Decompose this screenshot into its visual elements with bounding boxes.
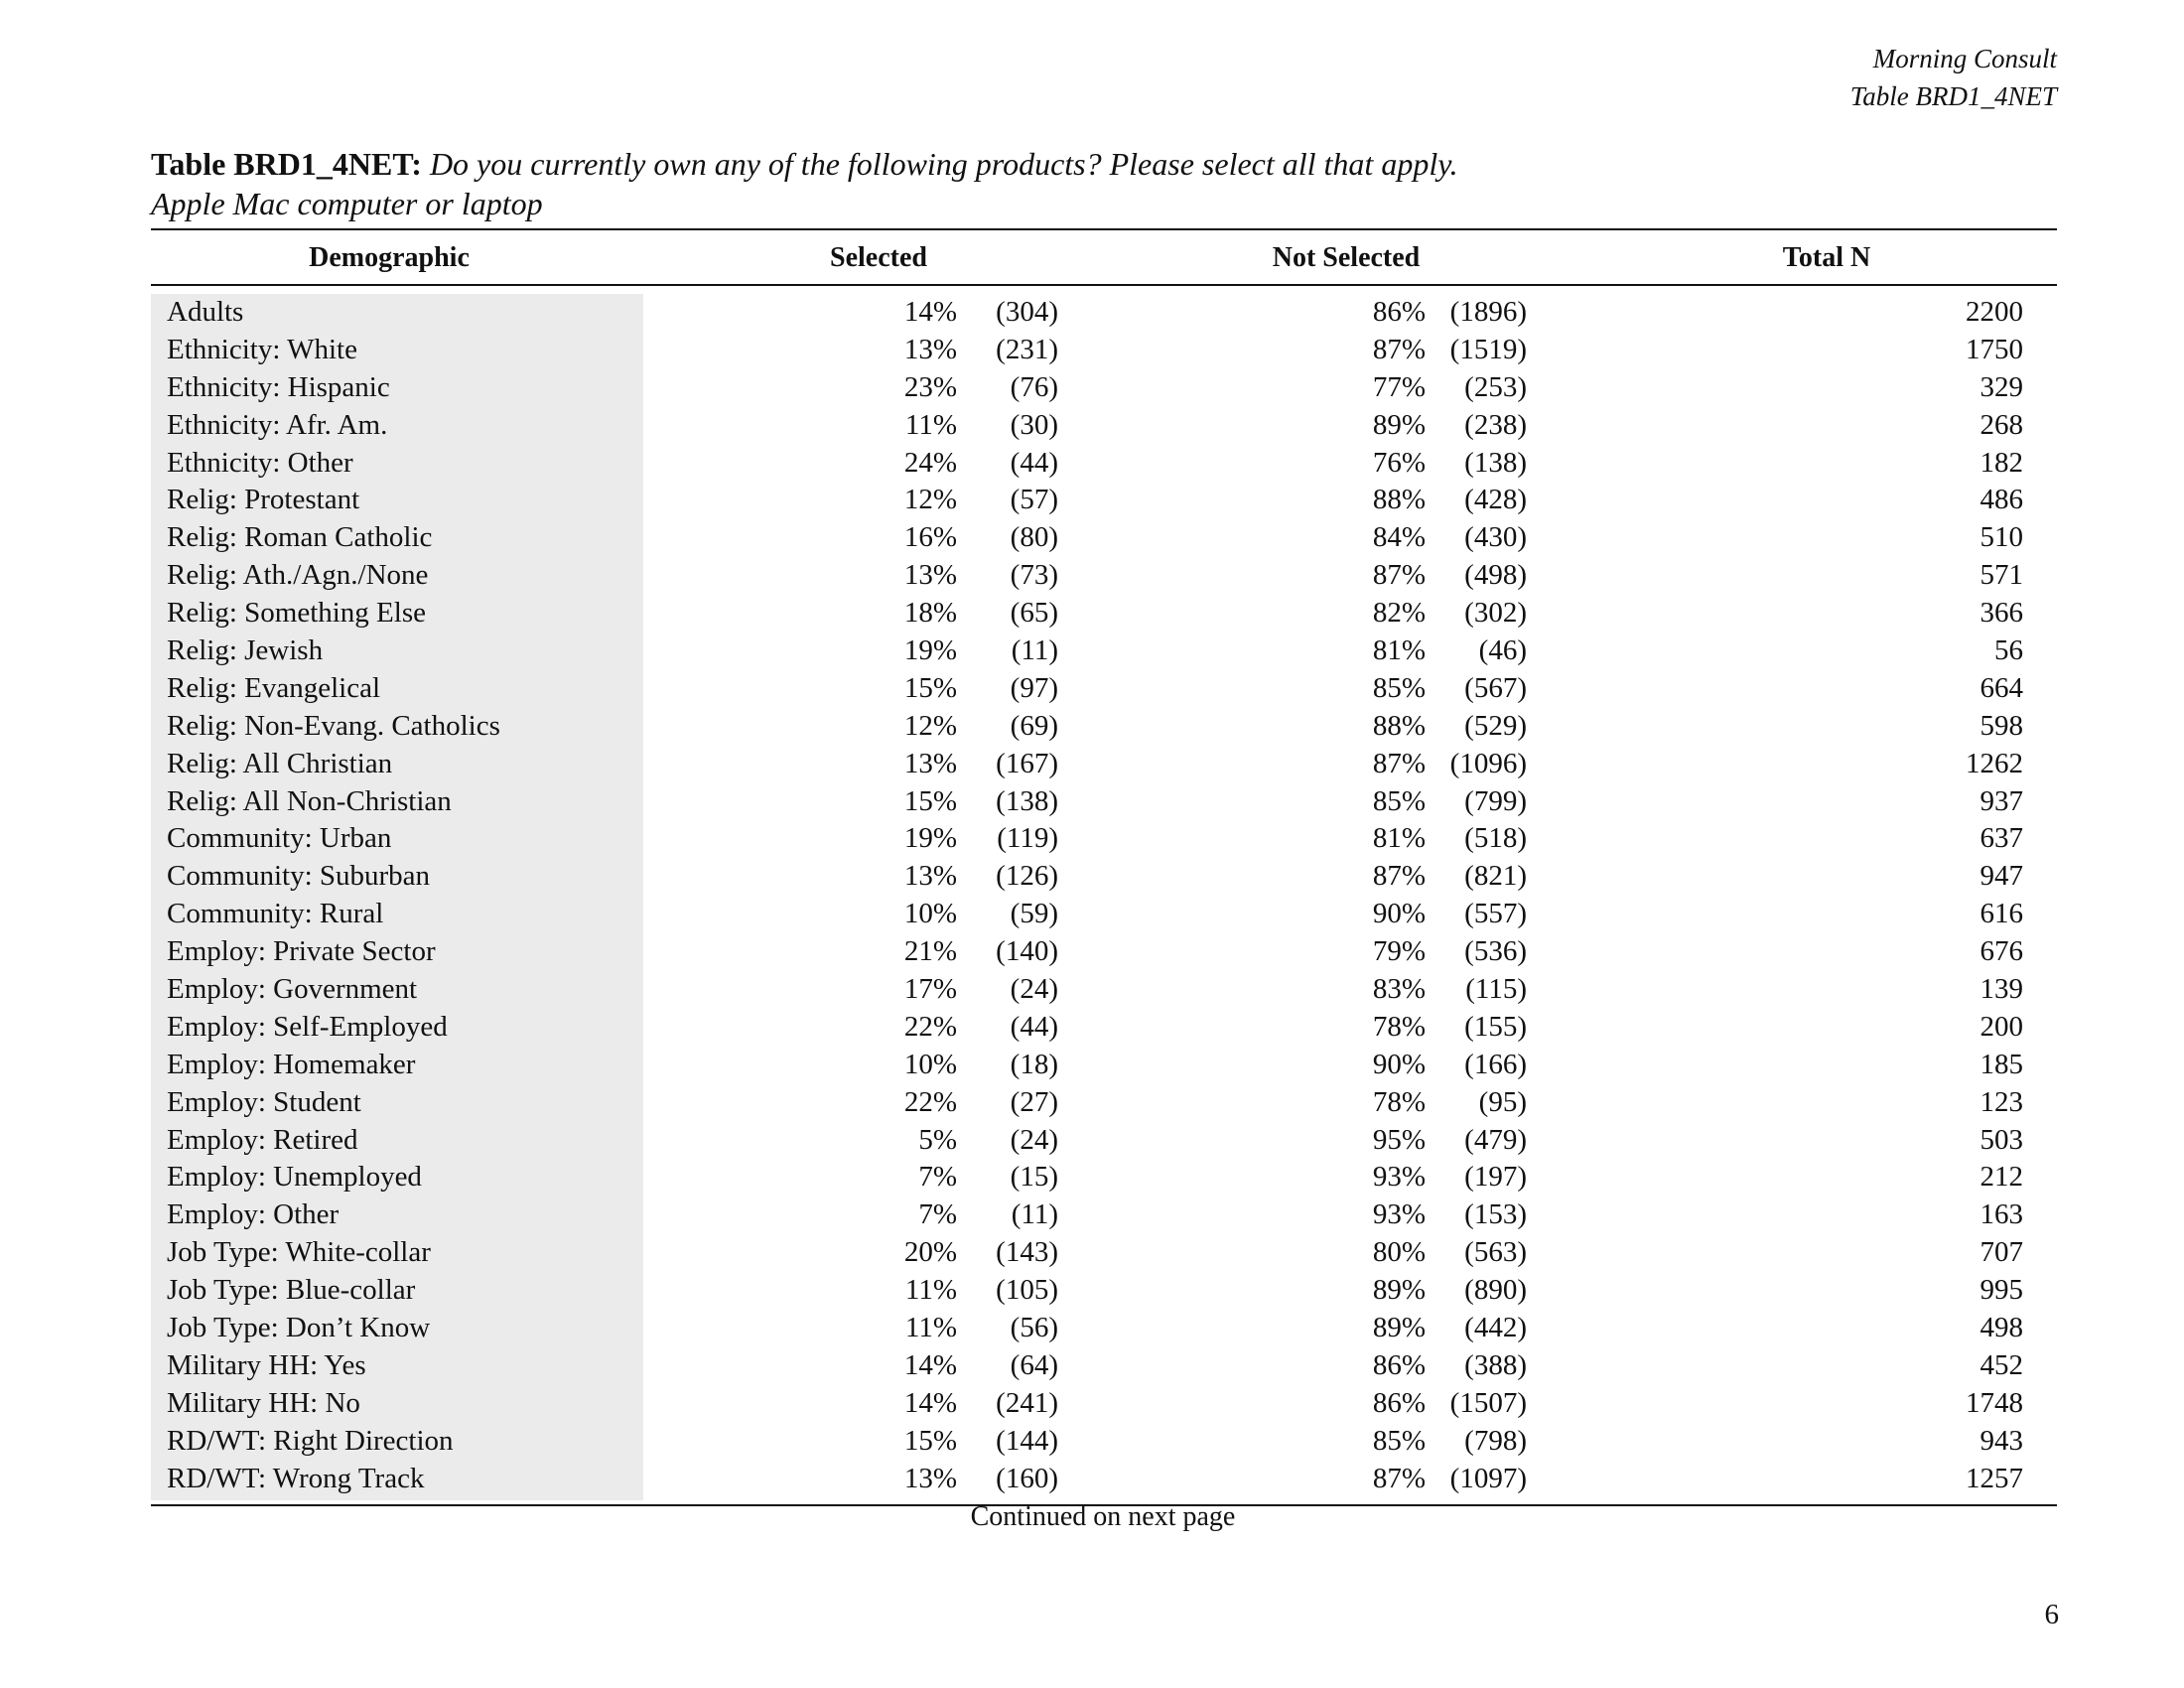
selected-n: (57) xyxy=(1010,484,1058,516)
total-n: 486 xyxy=(1979,484,2023,516)
selected-n: (231) xyxy=(996,333,1058,365)
row-label: Employ: Retired xyxy=(167,1123,358,1156)
not-selected-n: (518) xyxy=(1464,822,1527,855)
not-selected-pct: 84% xyxy=(1372,521,1426,554)
row-label: Employ: Homemaker xyxy=(167,1048,416,1080)
selected-n: (11) xyxy=(1011,1198,1058,1231)
total-n: 200 xyxy=(1979,1010,2023,1043)
not-selected-pct: 86% xyxy=(1372,296,1426,328)
header-org: Morning Consult xyxy=(1872,44,2057,73)
table-row xyxy=(151,407,2057,445)
table-row xyxy=(151,1122,2057,1160)
not-selected-n: (1896) xyxy=(1449,296,1527,328)
not-selected-pct: 85% xyxy=(1372,784,1426,817)
table-row xyxy=(151,445,2057,483)
not-selected-pct: 79% xyxy=(1372,935,1426,968)
total-n: 185 xyxy=(1979,1048,2023,1080)
total-n: 937 xyxy=(1979,784,2023,817)
not-selected-pct: 76% xyxy=(1372,446,1426,479)
row-label: Adults xyxy=(167,296,244,328)
total-n: 676 xyxy=(1979,935,2023,968)
not-selected-n: (536) xyxy=(1464,935,1527,968)
table-row xyxy=(151,519,2057,557)
total-n: 498 xyxy=(1979,1312,2023,1344)
selected-n: (24) xyxy=(1010,1123,1058,1156)
page-header xyxy=(1850,40,2057,115)
selected-n: (119) xyxy=(997,822,1058,855)
total-n: 1262 xyxy=(1966,747,2023,779)
page-number: 6 xyxy=(2044,1599,2059,1630)
col-header-demographic: Demographic xyxy=(309,242,470,273)
table-row xyxy=(151,1272,2057,1310)
not-selected-pct: 90% xyxy=(1372,898,1426,930)
selected-pct: 10% xyxy=(903,898,957,930)
not-selected-pct: 78% xyxy=(1372,1010,1426,1043)
selected-pct: 13% xyxy=(903,860,957,893)
not-selected-n: (115) xyxy=(1465,973,1527,1006)
selected-pct: 17% xyxy=(903,973,957,1006)
table-row xyxy=(151,557,2057,595)
selected-pct: 11% xyxy=(904,408,957,441)
not-selected-n: (479) xyxy=(1464,1123,1527,1156)
not-selected-pct: 77% xyxy=(1372,370,1426,403)
not-selected-pct: 82% xyxy=(1372,597,1426,630)
not-selected-pct: 87% xyxy=(1372,1462,1426,1494)
selected-n: (56) xyxy=(1010,1312,1058,1344)
table-row xyxy=(151,1385,2057,1423)
selected-pct: 19% xyxy=(903,822,957,855)
not-selected-pct: 95% xyxy=(1372,1123,1426,1156)
not-selected-pct: 87% xyxy=(1372,860,1426,893)
table-header-row xyxy=(151,230,2057,284)
row-label: Relig: Jewish xyxy=(167,634,324,667)
table-row xyxy=(151,783,2057,821)
not-selected-pct: 78% xyxy=(1372,1085,1426,1118)
total-n: 571 xyxy=(1979,559,2023,592)
selected-pct: 22% xyxy=(903,1010,957,1043)
table-row xyxy=(151,1347,2057,1385)
not-selected-n: (1519) xyxy=(1449,333,1527,365)
selected-pct: 7% xyxy=(918,1161,957,1194)
not-selected-pct: 86% xyxy=(1372,1386,1426,1419)
table-row xyxy=(151,1234,2057,1272)
selected-pct: 20% xyxy=(903,1236,957,1269)
not-selected-n: (1096) xyxy=(1449,747,1527,779)
not-selected-n: (498) xyxy=(1464,559,1527,592)
total-n: 182 xyxy=(1979,446,2023,479)
row-label: Military HH: No xyxy=(167,1386,360,1419)
total-n: 212 xyxy=(1979,1161,2023,1194)
not-selected-n: (253) xyxy=(1464,370,1527,403)
not-selected-n: (821) xyxy=(1464,860,1527,893)
selected-pct: 13% xyxy=(903,333,957,365)
table-row xyxy=(151,1310,2057,1347)
not-selected-n: (155) xyxy=(1464,1010,1527,1043)
selected-pct: 10% xyxy=(903,1048,957,1080)
row-label: Relig: Something Else xyxy=(167,597,426,630)
not-selected-pct: 86% xyxy=(1372,1348,1426,1381)
table-row xyxy=(151,708,2057,746)
selected-n: (73) xyxy=(1010,559,1058,592)
selected-n: (140) xyxy=(996,935,1058,968)
not-selected-n: (166) xyxy=(1464,1048,1527,1080)
not-selected-n: (430) xyxy=(1464,521,1527,554)
selected-pct: 13% xyxy=(903,747,957,779)
not-selected-n: (567) xyxy=(1464,671,1527,704)
table-row xyxy=(151,294,2057,332)
not-selected-n: (428) xyxy=(1464,484,1527,516)
total-n: 510 xyxy=(1979,521,2023,554)
row-label: RD/WT: Wrong Track xyxy=(167,1462,425,1494)
table-row xyxy=(151,971,2057,1009)
selected-pct: 22% xyxy=(903,1085,957,1118)
not-selected-n: (302) xyxy=(1464,597,1527,630)
selected-pct: 21% xyxy=(903,935,957,968)
not-selected-pct: 89% xyxy=(1372,1312,1426,1344)
not-selected-pct: 87% xyxy=(1372,333,1426,365)
not-selected-pct: 88% xyxy=(1372,709,1426,742)
table-row xyxy=(151,1423,2057,1461)
table-row xyxy=(151,1159,2057,1196)
not-selected-pct: 85% xyxy=(1372,671,1426,704)
row-label: Relig: Non-Evang. Catholics xyxy=(167,709,500,742)
row-label: Employ: Other xyxy=(167,1198,340,1231)
table-title xyxy=(151,144,1458,223)
row-label: Community: Urban xyxy=(167,822,392,855)
table-row xyxy=(151,1009,2057,1047)
not-selected-pct: 88% xyxy=(1372,484,1426,516)
total-n: 598 xyxy=(1979,709,2023,742)
data-table xyxy=(151,228,2057,1506)
selected-n: (27) xyxy=(1010,1085,1058,1118)
total-n: 943 xyxy=(1979,1424,2023,1457)
selected-n: (144) xyxy=(996,1424,1058,1457)
selected-n: (80) xyxy=(1010,521,1058,554)
selected-n: (69) xyxy=(1010,709,1058,742)
selected-n: (167) xyxy=(996,747,1058,779)
not-selected-pct: 80% xyxy=(1372,1236,1426,1269)
total-n: 452 xyxy=(1979,1348,2023,1381)
not-selected-pct: 87% xyxy=(1372,747,1426,779)
total-n: 268 xyxy=(1979,408,2023,441)
row-label: Employ: Government xyxy=(167,973,418,1006)
header-table-ref: Table BRD1_4NET xyxy=(1849,81,2057,111)
total-n: 123 xyxy=(1979,1085,2023,1118)
not-selected-pct: 93% xyxy=(1372,1198,1426,1231)
not-selected-n: (563) xyxy=(1464,1236,1527,1269)
row-label: Relig: All Christian xyxy=(167,747,393,779)
not-selected-n: (388) xyxy=(1464,1348,1527,1381)
row-label: Relig: All Non-Christian xyxy=(167,784,452,817)
row-label: Job Type: Don’t Know xyxy=(167,1312,431,1344)
total-n: 503 xyxy=(1979,1123,2023,1156)
table-row xyxy=(151,482,2057,519)
total-n: 995 xyxy=(1979,1274,2023,1307)
total-n: 1748 xyxy=(1966,1386,2023,1419)
table-row xyxy=(151,1084,2057,1122)
selected-n: (126) xyxy=(996,860,1058,893)
table-body xyxy=(151,286,2057,1504)
col-header-selected: Selected xyxy=(830,242,927,273)
not-selected-n: (46) xyxy=(1478,634,1527,667)
not-selected-n: (1507) xyxy=(1449,1386,1527,1419)
total-n: 163 xyxy=(1979,1198,2023,1231)
selected-pct: 15% xyxy=(903,1424,957,1457)
not-selected-n: (798) xyxy=(1464,1424,1527,1457)
selected-pct: 16% xyxy=(903,521,957,554)
selected-pct: 15% xyxy=(903,671,957,704)
row-label: Community: Suburban xyxy=(167,860,431,893)
selected-pct: 14% xyxy=(903,296,957,328)
selected-pct: 23% xyxy=(903,370,957,403)
table-row xyxy=(151,896,2057,933)
row-label: Relig: Ath./Agn./None xyxy=(167,559,429,592)
not-selected-pct: 81% xyxy=(1372,634,1426,667)
table-row xyxy=(151,369,2057,407)
selected-pct: 14% xyxy=(903,1386,957,1419)
selected-pct: 7% xyxy=(918,1198,957,1231)
not-selected-pct: 93% xyxy=(1372,1161,1426,1194)
table-row xyxy=(151,670,2057,708)
continued-note: Continued on next page xyxy=(970,1501,1236,1532)
not-selected-n: (197) xyxy=(1464,1161,1527,1194)
selected-n: (18) xyxy=(1010,1048,1058,1080)
not-selected-pct: 81% xyxy=(1372,822,1426,855)
not-selected-n: (557) xyxy=(1464,898,1527,930)
table-row xyxy=(151,820,2057,858)
table-row xyxy=(151,1461,2057,1498)
selected-pct: 11% xyxy=(904,1312,957,1344)
row-label: Job Type: White-collar xyxy=(167,1236,431,1269)
total-n: 329 xyxy=(1979,370,2023,403)
selected-pct: 19% xyxy=(903,634,957,667)
total-n: 1750 xyxy=(1966,333,2023,365)
not-selected-n: (890) xyxy=(1464,1274,1527,1307)
selected-pct: 13% xyxy=(903,559,957,592)
selected-n: (65) xyxy=(1010,597,1058,630)
table-row xyxy=(151,858,2057,896)
selected-n: (97) xyxy=(1010,671,1058,704)
total-n: 707 xyxy=(1979,1236,2023,1269)
selected-n: (44) xyxy=(1010,1010,1058,1043)
not-selected-n: (138) xyxy=(1464,446,1527,479)
row-label: Employ: Private Sector xyxy=(167,935,436,968)
selected-n: (44) xyxy=(1010,446,1058,479)
row-label: Military HH: Yes xyxy=(167,1348,366,1381)
selected-pct: 12% xyxy=(903,484,957,516)
not-selected-n: (529) xyxy=(1464,709,1527,742)
not-selected-pct: 83% xyxy=(1372,973,1426,1006)
total-n: 637 xyxy=(1979,822,2023,855)
row-label: Ethnicity: Other xyxy=(167,446,353,479)
row-label: Ethnicity: Hispanic xyxy=(167,370,390,403)
table-question: Do you currently own any of the following products? Please select all that apply. xyxy=(429,146,1458,182)
table-row xyxy=(151,1047,2057,1084)
row-label: Relig: Protestant xyxy=(167,484,360,516)
total-n: 139 xyxy=(1979,973,2023,1006)
selected-pct: 5% xyxy=(918,1123,957,1156)
not-selected-pct: 89% xyxy=(1372,408,1426,441)
selected-pct: 12% xyxy=(903,709,957,742)
selected-n: (24) xyxy=(1010,973,1058,1006)
row-label: Ethnicity: Afr. Am. xyxy=(167,408,388,441)
table-subtitle: Apple Mac computer or laptop xyxy=(151,186,543,221)
selected-n: (64) xyxy=(1010,1348,1058,1381)
total-n: 2200 xyxy=(1966,296,2023,328)
not-selected-n: (1097) xyxy=(1449,1462,1527,1494)
row-label: Employ: Unemployed xyxy=(167,1161,422,1194)
selected-n: (11) xyxy=(1011,634,1058,667)
selected-pct: 24% xyxy=(903,446,957,479)
total-n: 616 xyxy=(1979,898,2023,930)
total-n: 664 xyxy=(1979,671,2023,704)
row-label: Relig: Evangelical xyxy=(167,671,381,704)
row-label: Ethnicity: White xyxy=(167,333,357,365)
table-row xyxy=(151,746,2057,783)
selected-pct: 13% xyxy=(903,1462,957,1494)
selected-n: (304) xyxy=(996,296,1058,328)
col-header-not-selected: Not Selected xyxy=(1272,242,1421,273)
not-selected-n: (799) xyxy=(1464,784,1527,817)
total-n: 947 xyxy=(1979,860,2023,893)
table-row xyxy=(151,595,2057,633)
selected-n: (105) xyxy=(996,1274,1058,1307)
selected-n: (76) xyxy=(1010,370,1058,403)
not-selected-n: (238) xyxy=(1464,408,1527,441)
not-selected-n: (153) xyxy=(1464,1198,1527,1231)
not-selected-pct: 85% xyxy=(1372,1424,1426,1457)
table-row xyxy=(151,1196,2057,1234)
row-label: RD/WT: Right Direction xyxy=(167,1424,454,1457)
table-row xyxy=(151,332,2057,369)
selected-n: (30) xyxy=(1010,408,1058,441)
selected-n: (160) xyxy=(996,1462,1058,1494)
not-selected-pct: 87% xyxy=(1372,559,1426,592)
row-label: Employ: Student xyxy=(167,1085,361,1118)
table-title-label: Table BRD1_4NET: xyxy=(151,146,422,182)
selected-pct: 11% xyxy=(904,1274,957,1307)
selected-pct: 14% xyxy=(903,1348,957,1381)
not-selected-pct: 90% xyxy=(1372,1048,1426,1080)
selected-n: (241) xyxy=(996,1386,1058,1419)
selected-n: (15) xyxy=(1010,1161,1058,1194)
selected-n: (138) xyxy=(996,784,1058,817)
total-n: 1257 xyxy=(1966,1462,2023,1494)
selected-n: (143) xyxy=(996,1236,1058,1269)
row-label: Community: Rural xyxy=(167,898,384,930)
selected-pct: 15% xyxy=(903,784,957,817)
table-row xyxy=(151,933,2057,971)
not-selected-n: (442) xyxy=(1464,1312,1527,1344)
row-label: Job Type: Blue-collar xyxy=(167,1274,416,1307)
not-selected-n: (95) xyxy=(1478,1085,1527,1118)
selected-pct: 18% xyxy=(903,597,957,630)
table-row xyxy=(151,633,2057,670)
total-n: 366 xyxy=(1979,597,2023,630)
row-label: Employ: Self-Employed xyxy=(167,1010,448,1043)
col-header-total: Total N xyxy=(1782,242,1871,273)
row-label: Relig: Roman Catholic xyxy=(167,521,433,554)
total-n: 56 xyxy=(1994,634,2023,667)
not-selected-pct: 89% xyxy=(1372,1274,1426,1307)
selected-n: (59) xyxy=(1010,898,1058,930)
